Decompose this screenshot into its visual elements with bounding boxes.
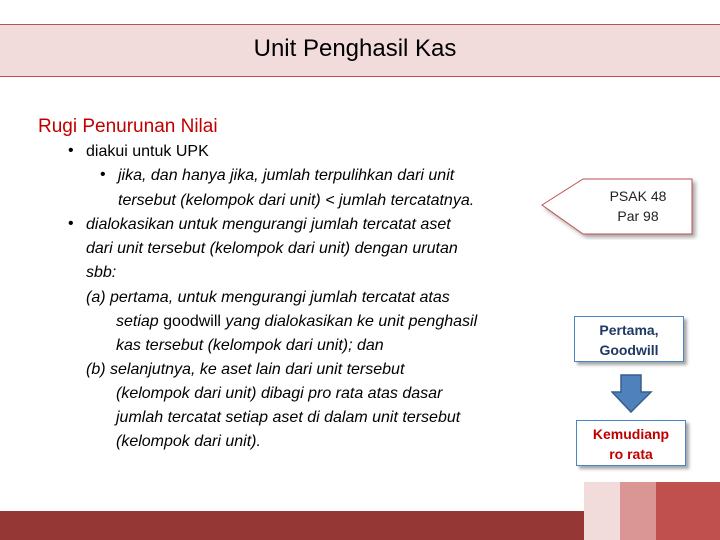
sub-bullet-line: jika, dan hanya jika, jumlah terpulihkan dari unit xyxy=(118,167,455,184)
box-line: ro rata xyxy=(609,446,653,462)
list-item-a-line xyxy=(116,310,477,334)
goodwill-term: goodwill xyxy=(163,313,221,330)
title-bottom-rule xyxy=(0,76,720,77)
title-top-rule xyxy=(0,24,720,25)
sub-bullet-marker: • xyxy=(100,166,106,183)
box-line: Goodwill xyxy=(599,342,659,358)
box-line: Pertama, xyxy=(599,322,659,338)
section-heading: Rugi Penurunan Nilai xyxy=(38,116,218,137)
list-item-b-line: (kelompok dari unit). xyxy=(116,433,261,450)
bullet-text-line: sbb: xyxy=(86,264,117,281)
list-item-b-line: (kelompok dari unit) dibagi pro rata atas dasar xyxy=(116,385,443,402)
footer-block-mid xyxy=(620,482,656,540)
pro-rata-box xyxy=(576,420,686,466)
text-span: setiap xyxy=(116,313,164,330)
sub-bullet-line: tersebut (kelompok dari unit) < jumlah tercatatnya. xyxy=(118,192,475,209)
footer-block-light xyxy=(584,482,620,540)
list-item-b: (b) selanjutnya, ke aset lain dari unit tersebut xyxy=(86,361,405,378)
first-goodwill-box xyxy=(574,316,684,362)
list-item-b-line: jumlah tercatat setiap aset di dalam unit tersebut xyxy=(116,409,461,426)
list-item-a-line: kas tersebut (kelompok dari unit); dan xyxy=(116,337,384,354)
bullet-text-line: dari unit tersebut (kelompok dari unit) dengan urutan xyxy=(86,240,458,257)
bullet-text: dialokasikan untuk mengurangi jumlah tercatat aset xyxy=(86,216,451,233)
psak-label-line1: PSAK 48 xyxy=(609,188,667,204)
bullet-marker: • xyxy=(68,215,74,232)
box-line: Kemudianp xyxy=(592,426,670,442)
down-arrow-icon xyxy=(611,374,653,414)
slide-title: Unit Penghasil Kas xyxy=(253,35,457,62)
bullet-text: diakui untuk UPK xyxy=(86,143,209,160)
footer-block-accent xyxy=(656,482,720,540)
text-span: yang dialokasikan ke unit penghasil xyxy=(220,313,478,330)
bullet-marker: • xyxy=(68,142,74,159)
list-item-a: (a) pertama, untuk mengurangi jumlah tercatat atas xyxy=(86,289,450,306)
psak-label-line2: Par 98 xyxy=(617,208,659,224)
